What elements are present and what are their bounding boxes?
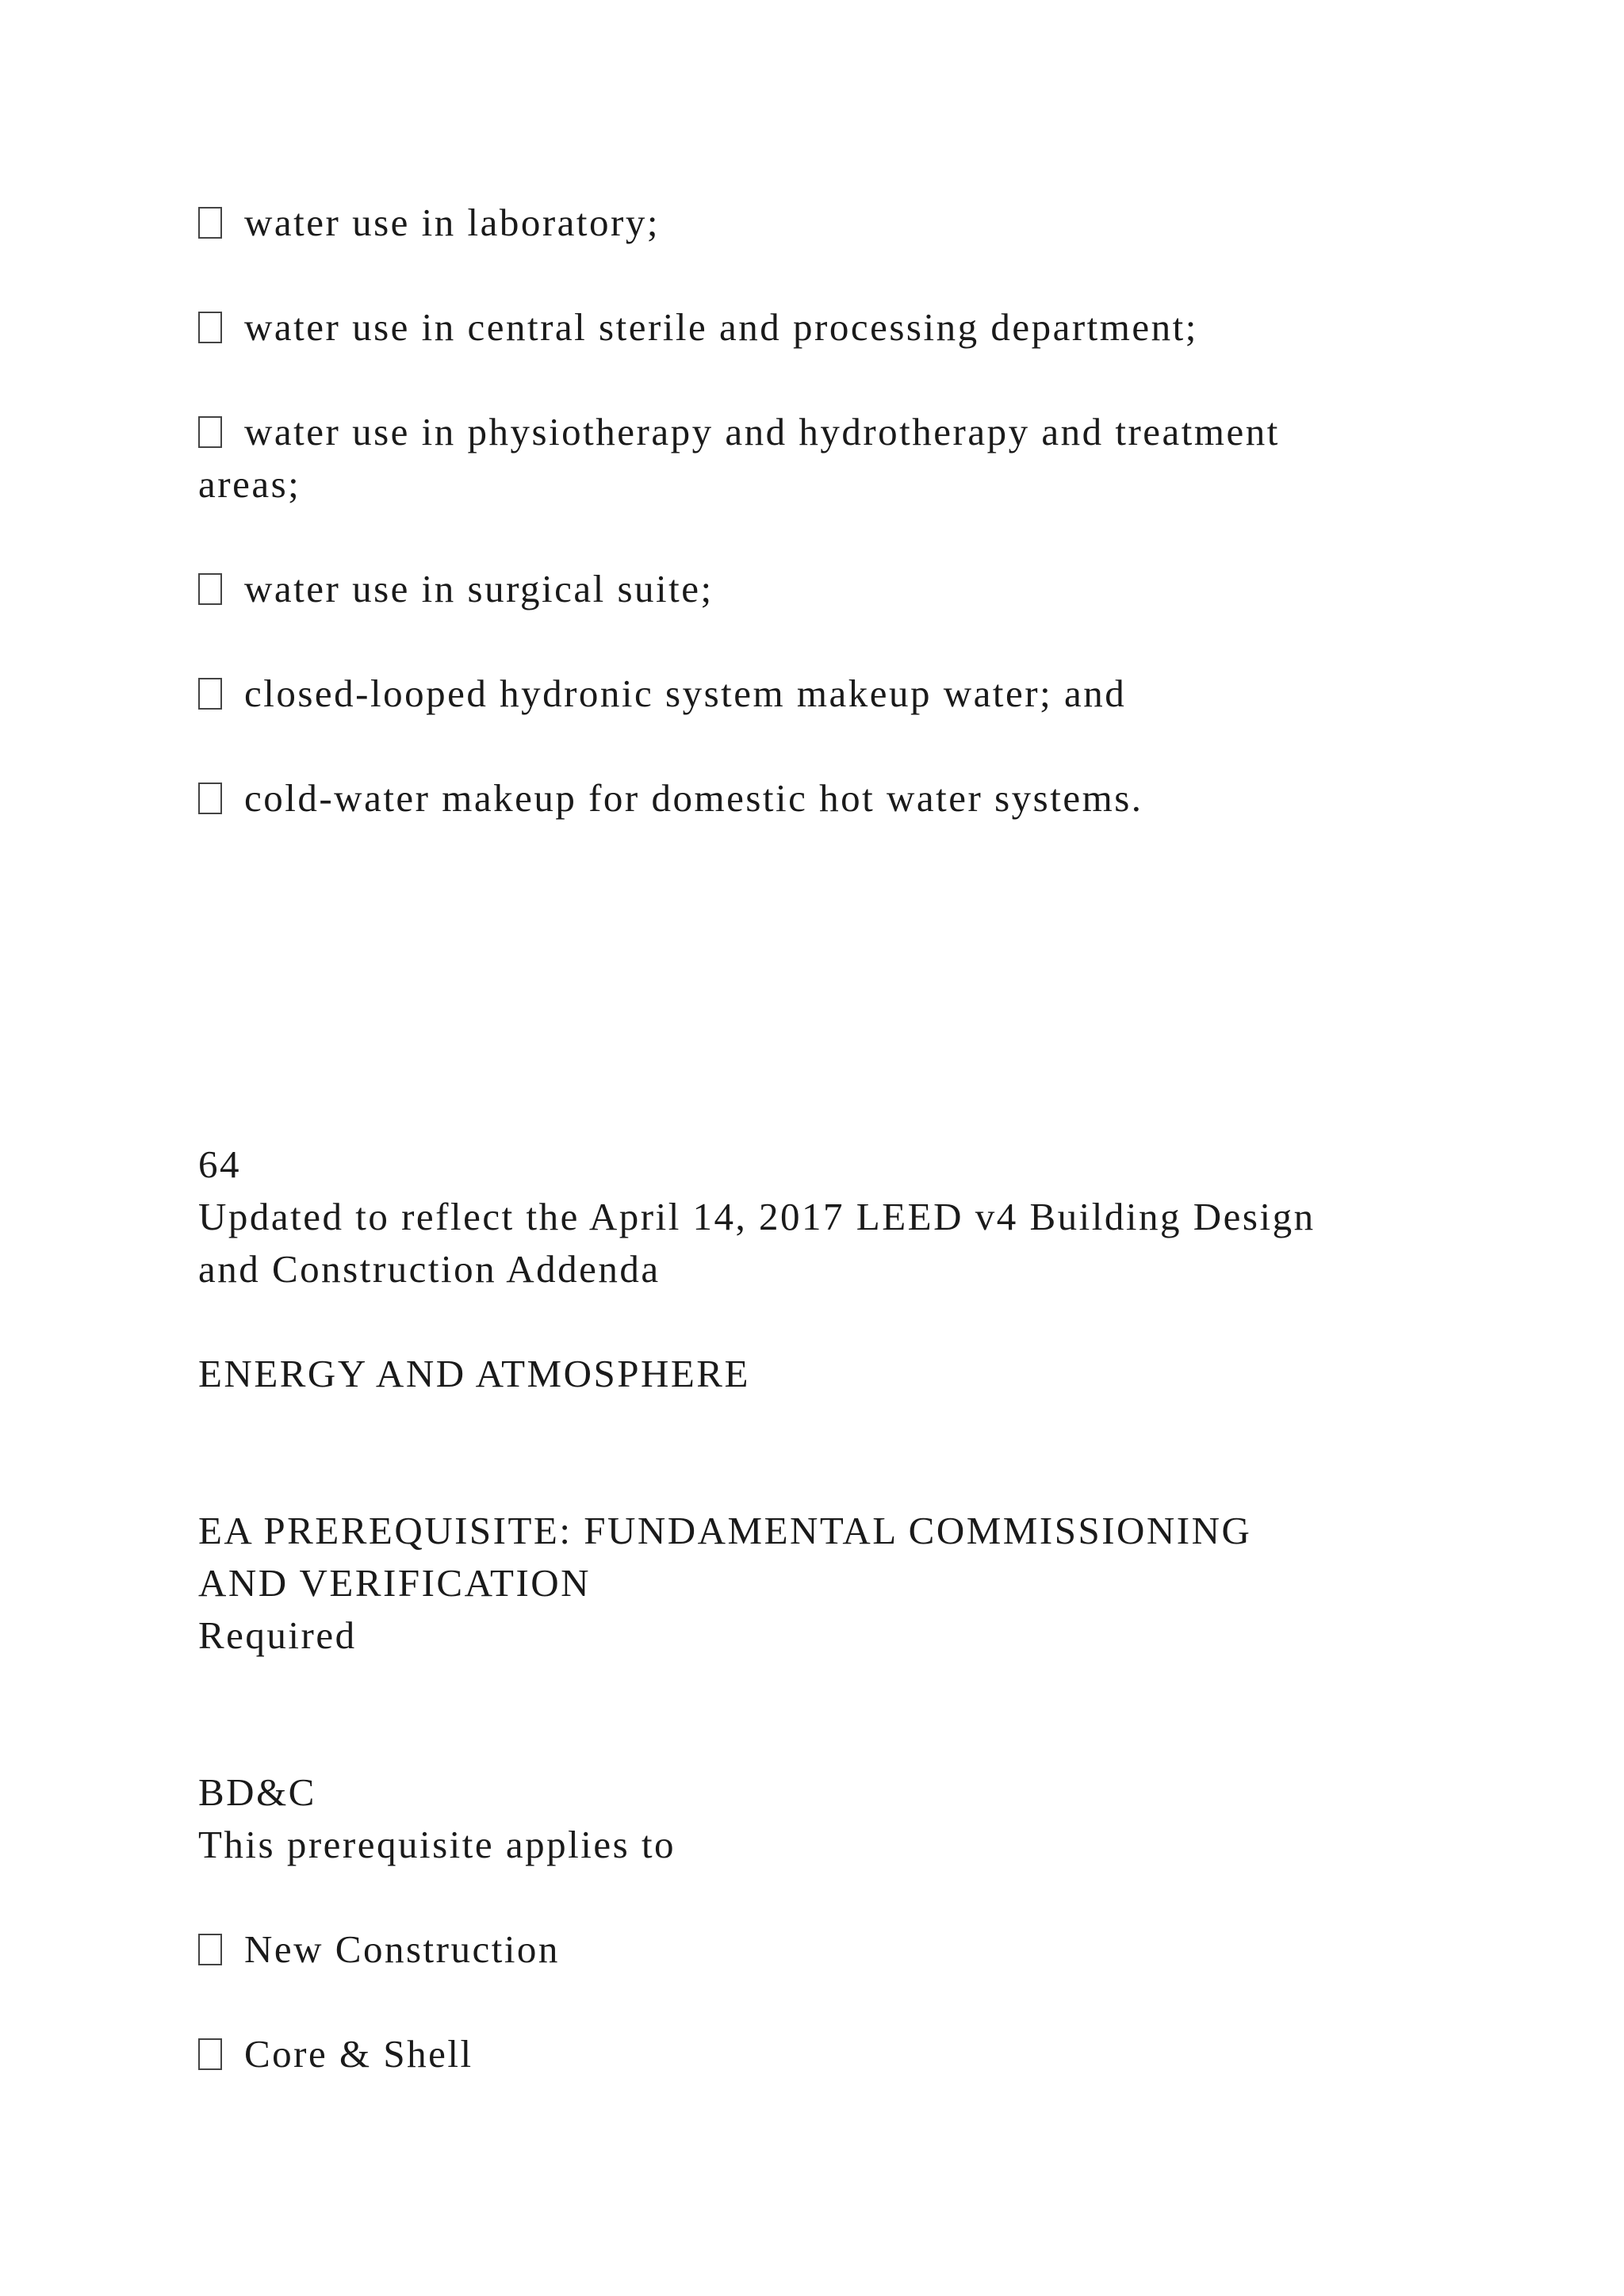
requirement-label: Required	[198, 1613, 357, 1657]
list-item-text: water use in central sterile and processing department;	[244, 305, 1198, 349]
list-item	[198, 301, 1198, 354]
rating-system: BD&C	[198, 1770, 316, 1814]
list-item	[198, 1923, 560, 1976]
section-title: ENERGY AND ATMOSPHERE	[198, 1352, 750, 1395]
list-item	[198, 563, 714, 615]
prerequisite-title: EA PREREQUISITE: FUNDAMENTAL COMMISSIONING	[198, 1509, 1252, 1552]
prerequisite-title: AND VERIFICATION	[198, 1561, 592, 1605]
checkbox-icon	[198, 2038, 222, 2070]
list-item	[198, 197, 660, 249]
checkbox-icon	[198, 207, 222, 239]
applies-to-label: This prerequisite applies to	[198, 1823, 676, 1866]
list-item-text: water use in surgical suite;	[244, 567, 714, 610]
checkbox-icon	[198, 783, 222, 814]
list-item	[198, 406, 1280, 458]
checkbox-icon	[198, 678, 222, 710]
list-item-text: New Construction	[244, 1927, 560, 1971]
list-item-text: Core & Shell	[244, 2032, 473, 2076]
list-item-continuation: areas;	[198, 462, 301, 506]
update-note-line: and Construction Addenda	[198, 1247, 661, 1291]
list-item	[198, 772, 1143, 825]
list-item-text: water use in physiotherapy and hydrotherapy and treatment	[244, 410, 1280, 453]
list-item	[198, 2028, 473, 2080]
checkbox-icon	[198, 573, 222, 605]
page-number: 64	[198, 1142, 241, 1186]
checkbox-icon	[198, 416, 222, 448]
update-note-line: Updated to reflect the April 14, 2017 LEED v4 Building Design	[198, 1195, 1316, 1238]
list-item-text: cold-water makeup for domestic hot water systems.	[244, 776, 1143, 820]
list-item	[198, 668, 1126, 720]
checkbox-icon	[198, 312, 222, 343]
list-item-text: water use in laboratory;	[244, 201, 660, 244]
list-item-text: closed-looped hydronic system makeup water; and	[244, 672, 1127, 715]
checkbox-icon	[198, 1934, 222, 1965]
